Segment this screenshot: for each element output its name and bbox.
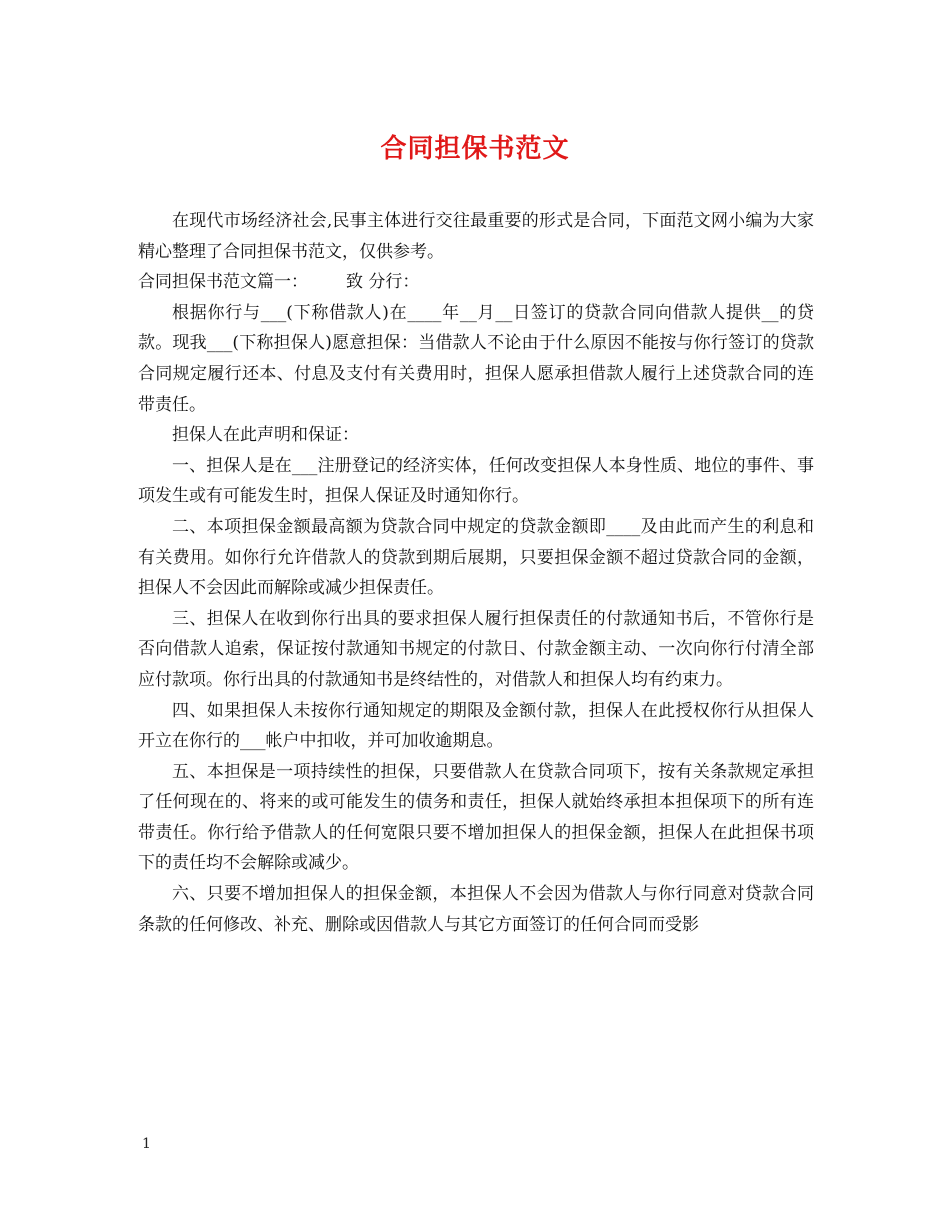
intro-paragraph: 在现代市场经济社会,民事主体进行交往最重要的形式是合同，下面范文网小编为大家精心整理了合同担保书范文，仅供参考。 <box>138 211 814 262</box>
section-heading: 合同担保书范文篇一： <box>138 272 308 293</box>
paragraph-guarantee-terms: 根据你行与___(下称借款人)在____年__月__日签订的贷款合同向借款人提供__的贷款。现我___(下称担保人)愿意担保：当借款人不论由于什么原因不能按与你行签订的贷款合同规定履行还本、付息及支付有关费用时，担保人愿承担借款人履行上述贷款合同的连带责任。 <box>138 302 814 415</box>
document-title: 合同担保书范文 <box>380 134 570 164</box>
clause-2: 二、本项担保金额最高额为贷款合同中规定的贷款金额即____及由此而产生的利息和有关费用。如你行允许借款人的贷款到期后展期，只要担保金额不超过贷款合同的金额，担保人不会因此而解除或减少担保责任。 <box>138 516 814 599</box>
clause-1: 一、担保人是在___注册登记的经济实体，任何改变担保人本身性质、地位的事件、事项发生或有可能发生时，担保人保证及时通知你行。 <box>138 455 814 507</box>
clause-3: 三、担保人在收到你行出具的要求担保人履行担保责任的付款通知书后，不管你行是否向借款人追索，保证按付款通知书规定的付款日、付款金额主动、一次向你行付清全部应付款项。你行出具的付款通知书是终结性的，对借款人和担保人均有约束力。 <box>138 608 814 690</box>
salutation: 致 分行： <box>346 272 420 293</box>
page-number: 1 <box>142 1136 151 1152</box>
clause-4: 四、如果担保人未按你行通知规定的期限及金额付款，担保人在此授权你行从担保人开立在你行的___帐户中扣收，并可加收逾期息。 <box>138 700 814 752</box>
paragraph-declaration: 担保人在此声明和保证： <box>172 425 359 446</box>
document-body <box>138 206 814 940</box>
section-heading-line <box>138 267 814 298</box>
clause-5: 五、本担保是一项持续性的担保，只要借款人在贷款合同项下，按有关条款规定承担了任何现在的、将来的或可能发生的债务和责任，担保人就始终承担本担保项下的所有连带责任。你行给予借款人的任何宽限只要不增加担保人的担保金额，担保人在此担保书项下的责任均不会解除或减少。 <box>138 761 814 874</box>
clause-6: 六、只要不增加担保人的担保金额，本担保人不会因为借款人与你行同意对贷款合同条款的任何修改、补充、删除或因借款人与其它方面签订的任何合同而受影 <box>138 884 814 935</box>
